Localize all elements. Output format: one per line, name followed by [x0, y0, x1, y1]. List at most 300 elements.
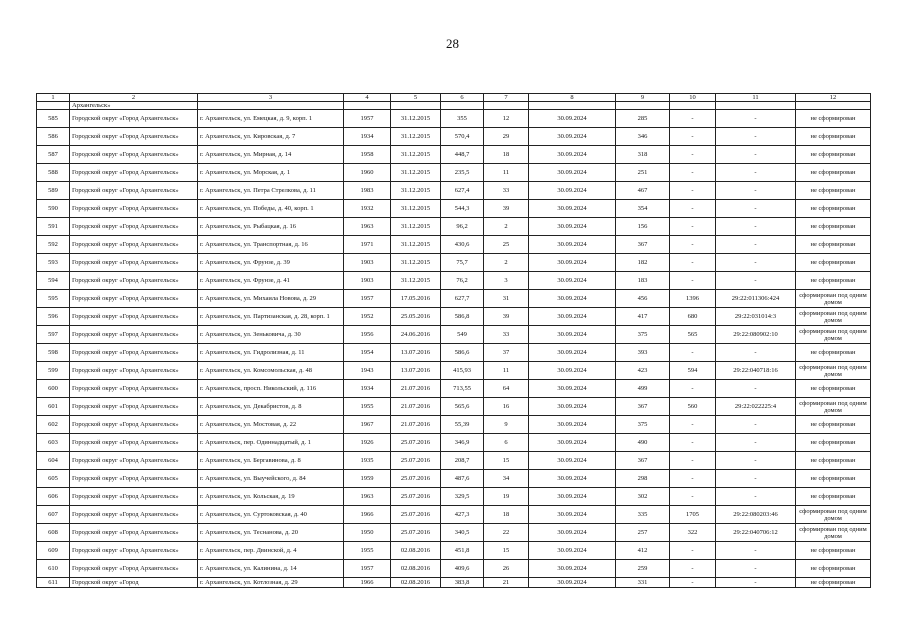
deadline-date-cell: 30.09.2024	[529, 524, 616, 542]
area-cell: 96,2	[441, 218, 484, 236]
cadastral-number-cell: 29:22:040718:16	[716, 362, 796, 380]
recognition-date-cell: 31.12.2015	[391, 236, 441, 254]
row-number: 608	[37, 524, 70, 542]
table-row	[37, 308, 871, 326]
recognition-date-cell: 31.12.2015	[391, 218, 441, 236]
municipality-cell: Городской округ «Город Архангельск»	[70, 218, 198, 236]
value-cell: 156	[616, 218, 670, 236]
deadline-date-cell: 30.09.2024	[529, 272, 616, 290]
area-cell: 586,6	[441, 344, 484, 362]
build-year-cell: 1957	[344, 560, 391, 578]
land-status-cell: сформирован под одним домом	[796, 308, 871, 326]
municipality-cell: Городской округ «Город Архангельск»	[70, 380, 198, 398]
land-status-cell: сформирован под одним домом	[796, 290, 871, 308]
recognition-date-cell: 25.07.2016	[391, 524, 441, 542]
recognition-date-cell: 21.07.2016	[391, 416, 441, 434]
address-cell: г. Архангельск, ул. Выучейского, д. 84	[198, 470, 344, 488]
land-area-cell: -	[670, 380, 716, 398]
cadastral-number-cell: -	[716, 416, 796, 434]
residents-cell: 16	[484, 398, 529, 416]
residents-cell: 26	[484, 560, 529, 578]
recognition-date-cell: 25.05.2016	[391, 308, 441, 326]
residents-cell: 6	[484, 434, 529, 452]
municipality-cell: Городской округ «Город Архангельск»	[70, 128, 198, 146]
address-cell: г. Архангельск, ул. Мирная, д. 14	[198, 146, 344, 164]
address-cell: г. Архангельск, ул. Калинина, д. 14	[198, 560, 344, 578]
residents-cell: 22	[484, 524, 529, 542]
deadline-date-cell: 30.09.2024	[529, 218, 616, 236]
recognition-date-cell: 25.07.2016	[391, 434, 441, 452]
area-cell: 340,5	[441, 524, 484, 542]
row-number: 597	[37, 326, 70, 344]
row-number: 587	[37, 146, 70, 164]
value-cell: 354	[616, 200, 670, 218]
column-header-6: 6	[441, 94, 484, 102]
value-cell: 423	[616, 362, 670, 380]
cadastral-number-cell: 29:22:031014:3	[716, 308, 796, 326]
land-status-cell: не сформирован	[796, 578, 871, 588]
area-cell: 329,5	[441, 488, 484, 506]
table-row	[37, 524, 871, 542]
land-status-cell: сформирован под одним домом	[796, 362, 871, 380]
table-row	[37, 434, 871, 452]
build-year-cell: 1934	[344, 380, 391, 398]
municipality-cell: Городской округ «Город Архангельск»	[70, 398, 198, 416]
table-row	[37, 398, 871, 416]
row-number: 605	[37, 470, 70, 488]
deadline-date-cell: 30.09.2024	[529, 110, 616, 128]
municipality-cell: Городской округ «Город Архангельск»	[70, 182, 198, 200]
build-year-cell: 1959	[344, 470, 391, 488]
residents-cell: 2	[484, 218, 529, 236]
land-status-cell: не сформирован	[796, 218, 871, 236]
address-cell: г. Архангельск, ул. Михаила Новова, д. 29	[198, 290, 344, 308]
deadline-date-cell: 30.09.2024	[529, 542, 616, 560]
area-cell: 235,5	[441, 164, 484, 182]
land-area-cell: 1396	[670, 290, 716, 308]
row-number: 590	[37, 200, 70, 218]
recognition-date-cell: 24.06.2016	[391, 326, 441, 344]
row-number: 610	[37, 560, 70, 578]
value-cell: 318	[616, 146, 670, 164]
row-number: 607	[37, 506, 70, 524]
value-cell: 367	[616, 236, 670, 254]
deadline-date-cell: 30.09.2024	[529, 254, 616, 272]
area-cell: 427,3	[441, 506, 484, 524]
land-area-cell: 560	[670, 398, 716, 416]
row-number: 588	[37, 164, 70, 182]
municipality-cell: Городской округ «Город Архангельск»	[70, 308, 198, 326]
address-cell: г. Архангельск, ул. Котлозная, д. 29	[198, 578, 344, 588]
land-area-cell: -	[670, 200, 716, 218]
residents-cell: 11	[484, 164, 529, 182]
build-year-cell: 1935	[344, 452, 391, 470]
area-cell: 549	[441, 326, 484, 344]
row-number: 598	[37, 344, 70, 362]
value-cell: 298	[616, 470, 670, 488]
build-year-cell: 1954	[344, 344, 391, 362]
residents-cell: 12	[484, 110, 529, 128]
land-area-cell: -	[670, 578, 716, 588]
value-cell: 182	[616, 254, 670, 272]
row-number: 593	[37, 254, 70, 272]
table-row	[37, 416, 871, 434]
municipality-cell: Городской округ «Город Архангельск»	[70, 506, 198, 524]
land-status-cell: не сформирован	[796, 416, 871, 434]
value-cell: 456	[616, 290, 670, 308]
value-cell: 183	[616, 272, 670, 290]
row-number: 585	[37, 110, 70, 128]
cadastral-number-cell: -	[716, 236, 796, 254]
address-cell: г. Архангельск, ул. Морская, д. 1	[198, 164, 344, 182]
area-cell: 448,7	[441, 146, 484, 164]
cadastral-number-cell: -	[716, 128, 796, 146]
row-number: 599	[37, 362, 70, 380]
land-area-cell: -	[670, 560, 716, 578]
municipality-cell: Городской округ «Город Архангельск»	[70, 326, 198, 344]
land-status-cell: не сформирован	[796, 344, 871, 362]
deadline-date-cell: 30.09.2024	[529, 128, 616, 146]
column-header-12: 12	[796, 94, 871, 102]
deadline-date-cell: 30.09.2024	[529, 578, 616, 588]
table-row	[37, 488, 871, 506]
table-row	[37, 326, 871, 344]
build-year-cell: 1957	[344, 110, 391, 128]
table-row	[37, 578, 871, 588]
build-year-cell: 1934	[344, 128, 391, 146]
row-number: 596	[37, 308, 70, 326]
residents-cell: 18	[484, 146, 529, 164]
address-cell: г. Архангельск, пер. Одиннадцатый, д. 1	[198, 434, 344, 452]
land-status-cell: не сформирован	[796, 542, 871, 560]
build-year-cell: 1950	[344, 524, 391, 542]
address-cell: г. Архангельск, ул. Теснанова, д. 20	[198, 524, 344, 542]
cadastral-number-cell: -	[716, 434, 796, 452]
build-year-cell: 1903	[344, 272, 391, 290]
recognition-date-cell: 25.07.2016	[391, 452, 441, 470]
row-number: 589	[37, 182, 70, 200]
residents-cell: 39	[484, 308, 529, 326]
build-year-cell: 1903	[344, 254, 391, 272]
value-cell: 467	[616, 182, 670, 200]
table-row	[37, 272, 871, 290]
deadline-date-cell: 30.09.2024	[529, 470, 616, 488]
land-area-cell: 1705	[670, 506, 716, 524]
deadline-date-cell: 30.09.2024	[529, 164, 616, 182]
address-cell: г. Архангельск, ул. Мостовая, д. 22	[198, 416, 344, 434]
area-cell: 627,7	[441, 290, 484, 308]
build-year-cell: 1932	[344, 200, 391, 218]
land-area-cell: -	[670, 344, 716, 362]
cadastral-number-cell: -	[716, 200, 796, 218]
value-cell: 346	[616, 128, 670, 146]
address-cell: г. Архангельск, ул. Транспортная, д. 16	[198, 236, 344, 254]
residents-cell: 33	[484, 326, 529, 344]
area-cell: 487,6	[441, 470, 484, 488]
address-cell: г. Архангельск, ул. Партизанская, д. 28, корп. 1	[198, 308, 344, 326]
table-row	[37, 236, 871, 254]
land-area-cell: -	[670, 146, 716, 164]
column-header-9: 9	[616, 94, 670, 102]
municipality-cell: Городской округ «Город Архангельск»	[70, 542, 198, 560]
municipality-cell: Городской округ «Город Архангельск»	[70, 146, 198, 164]
build-year-cell: 1963	[344, 218, 391, 236]
cadastral-number-cell: -	[716, 542, 796, 560]
area-cell: 565,6	[441, 398, 484, 416]
address-cell: г. Архангельск, ул. Рыбацкая, д. 16	[198, 218, 344, 236]
municipality-cell: Городской округ «Город Архангельск»	[70, 236, 198, 254]
municipality-cell: Городской округ «Город Архангельск»	[70, 416, 198, 434]
address-cell: г. Архангельск, ул. Петра Стрелкова, д. 11	[198, 182, 344, 200]
area-cell: 208,7	[441, 452, 484, 470]
value-cell: 302	[616, 488, 670, 506]
area-cell: 383,8	[441, 578, 484, 588]
residents-cell: 21	[484, 578, 529, 588]
recognition-date-cell: 31.12.2015	[391, 272, 441, 290]
area-cell: 544,3	[441, 200, 484, 218]
column-header-8: 8	[529, 94, 616, 102]
build-year-cell: 1956	[344, 326, 391, 344]
residents-cell: 18	[484, 506, 529, 524]
column-header-5: 5	[391, 94, 441, 102]
cadastral-number-cell: 29:22:022225:4	[716, 398, 796, 416]
table-row	[37, 200, 871, 218]
recognition-date-cell: 31.12.2015	[391, 164, 441, 182]
residents-cell: 19	[484, 488, 529, 506]
build-year-cell: 1971	[344, 236, 391, 254]
deadline-date-cell: 30.09.2024	[529, 236, 616, 254]
cadastral-number-cell: -	[716, 182, 796, 200]
area-cell: 55,39	[441, 416, 484, 434]
land-area-cell: -	[670, 416, 716, 434]
column-header-2: 2	[70, 94, 198, 102]
land-status-cell: не сформирован	[796, 560, 871, 578]
value-cell: 257	[616, 524, 670, 542]
build-year-cell: 1955	[344, 542, 391, 560]
table-row	[37, 290, 871, 308]
deadline-date-cell: 30.09.2024	[529, 326, 616, 344]
cadastral-number-cell: 29:22:040706:12	[716, 524, 796, 542]
area-cell: 409,6	[441, 560, 484, 578]
residents-cell: 15	[484, 452, 529, 470]
land-status-cell: сформирован под одним домом	[796, 398, 871, 416]
land-area-cell: -	[670, 452, 716, 470]
municipality-cell: Городской округ «Город Архангельск»	[70, 344, 198, 362]
land-status-cell: не сформирован	[796, 236, 871, 254]
cadastral-number-cell: -	[716, 578, 796, 588]
value-cell: 490	[616, 434, 670, 452]
municipality-cell: Городской округ «Город Архангельск»	[70, 164, 198, 182]
value-cell: 251	[616, 164, 670, 182]
column-header-10: 10	[670, 94, 716, 102]
land-status-cell: не сформирован	[796, 380, 871, 398]
deadline-date-cell: 30.09.2024	[529, 308, 616, 326]
land-area-cell: -	[670, 182, 716, 200]
build-year-cell: 1952	[344, 308, 391, 326]
land-area-cell: -	[670, 128, 716, 146]
municipality-cell: Городской округ «Город Архангельск»	[70, 488, 198, 506]
residents-cell: 2	[484, 254, 529, 272]
residents-cell: 64	[484, 380, 529, 398]
residents-cell: 39	[484, 200, 529, 218]
cadastral-number-cell: -	[716, 272, 796, 290]
cadastral-number-cell: -	[716, 344, 796, 362]
table-row	[37, 218, 871, 236]
build-year-cell: 1966	[344, 578, 391, 588]
residents-cell: 11	[484, 362, 529, 380]
land-area-cell: 594	[670, 362, 716, 380]
recognition-date-cell: 31.12.2015	[391, 128, 441, 146]
land-status-cell: не сформирован	[796, 182, 871, 200]
cadastral-number-cell: 29:22:080902:10	[716, 326, 796, 344]
land-area-cell: 322	[670, 524, 716, 542]
deadline-date-cell: 30.09.2024	[529, 488, 616, 506]
table-row	[37, 452, 871, 470]
municipality-cell: Городской округ «Город Архангельск»	[70, 272, 198, 290]
value-cell: 393	[616, 344, 670, 362]
recognition-date-cell: 02.08.2016	[391, 542, 441, 560]
residents-cell: 9	[484, 416, 529, 434]
address-cell: г. Архангельск, ул. Гидролизная, д. 11	[198, 344, 344, 362]
recognition-date-cell: 17.05.2016	[391, 290, 441, 308]
value-cell: 375	[616, 416, 670, 434]
residents-cell: 34	[484, 470, 529, 488]
table-row	[37, 344, 871, 362]
row-number: 604	[37, 452, 70, 470]
land-area-cell: -	[670, 488, 716, 506]
table-row	[37, 128, 871, 146]
table-row	[37, 254, 871, 272]
municipality-cell: Городской округ «Город Архангельск»	[70, 290, 198, 308]
cadastral-number-cell: -	[716, 560, 796, 578]
value-cell: 499	[616, 380, 670, 398]
municipality-cell: Городской округ «Город Архангельск»	[70, 254, 198, 272]
residents-cell: 29	[484, 128, 529, 146]
recognition-date-cell: 13.07.2016	[391, 362, 441, 380]
land-status-cell: не сформирован	[796, 272, 871, 290]
table-row	[37, 560, 871, 578]
row-number: 591	[37, 218, 70, 236]
recognition-date-cell: 13.07.2016	[391, 344, 441, 362]
column-header-1: 1	[37, 94, 70, 102]
deadline-date-cell: 30.09.2024	[529, 434, 616, 452]
municipality-cell: Городской округ «Город Архангельск»	[70, 434, 198, 452]
residents-cell: 37	[484, 344, 529, 362]
land-status-cell: не сформирован	[796, 146, 871, 164]
area-cell: 75,7	[441, 254, 484, 272]
deadline-date-cell: 30.09.2024	[529, 362, 616, 380]
value-cell: 417	[616, 308, 670, 326]
build-year-cell: 1963	[344, 488, 391, 506]
deadline-date-cell: 30.09.2024	[529, 398, 616, 416]
cadastral-number-cell: 29:22:080203:46	[716, 506, 796, 524]
build-year-cell: 1966	[344, 506, 391, 524]
land-status-cell: не сформирован	[796, 470, 871, 488]
address-cell: г. Архангельск, ул. Суртоковская, д. 40	[198, 506, 344, 524]
recognition-date-cell: 31.12.2015	[391, 254, 441, 272]
row-number: 600	[37, 380, 70, 398]
address-cell: г. Архангельск, ул. Комсомольская, д. 48	[198, 362, 344, 380]
table-row	[37, 380, 871, 398]
address-cell: г. Архангельск, пер. Двинской, д. 4	[198, 542, 344, 560]
column-number-row	[37, 94, 871, 102]
deadline-date-cell: 30.09.2024	[529, 380, 616, 398]
area-cell: 76,2	[441, 272, 484, 290]
table-row	[37, 470, 871, 488]
deadline-date-cell: 30.09.2024	[529, 416, 616, 434]
area-cell: 451,8	[441, 542, 484, 560]
value-cell: 259	[616, 560, 670, 578]
residents-cell: 33	[484, 182, 529, 200]
cadastral-number-cell: -	[716, 218, 796, 236]
deadline-date-cell: 30.09.2024	[529, 146, 616, 164]
table-row	[37, 164, 871, 182]
build-year-cell: 1983	[344, 182, 391, 200]
recognition-date-cell: 31.12.2015	[391, 146, 441, 164]
area-cell: 430,6	[441, 236, 484, 254]
value-cell: 331	[616, 578, 670, 588]
area-cell: 627,4	[441, 182, 484, 200]
land-status-cell: не сформирован	[796, 200, 871, 218]
area-cell: 346,9	[441, 434, 484, 452]
address-cell: г. Архангельск, ул. Победы, д. 40, корп. 1	[198, 200, 344, 218]
land-area-cell: -	[670, 218, 716, 236]
row-number: 602	[37, 416, 70, 434]
value-cell: 367	[616, 398, 670, 416]
recognition-date-cell: 02.08.2016	[391, 578, 441, 588]
area-cell: 570,4	[441, 128, 484, 146]
municipality-cell: Городской округ «Город	[70, 578, 198, 588]
land-area-cell: -	[670, 164, 716, 182]
deadline-date-cell: 30.09.2024	[529, 290, 616, 308]
address-cell: г. Архангельск, ул. Бергавинова, д. 8	[198, 452, 344, 470]
area-cell: 355	[441, 110, 484, 128]
cadastral-number-cell: -	[716, 452, 796, 470]
continuation-municipality: Архангельск»	[70, 102, 198, 110]
municipality-cell: Городской округ «Город Архангельск»	[70, 524, 198, 542]
column-header-7: 7	[484, 94, 529, 102]
address-cell: г. Архангельск, ул. Кировская, д. 7	[198, 128, 344, 146]
row-number: 603	[37, 434, 70, 452]
row-number: 601	[37, 398, 70, 416]
recognition-date-cell: 25.07.2016	[391, 506, 441, 524]
land-status-cell: не сформирован	[796, 434, 871, 452]
row-number: 594	[37, 272, 70, 290]
table-row	[37, 146, 871, 164]
cadastral-number-cell: -	[716, 110, 796, 128]
value-cell: 412	[616, 542, 670, 560]
column-header-4: 4	[344, 94, 391, 102]
recognition-date-cell: 25.07.2016	[391, 488, 441, 506]
land-status-cell: сформирован под одним домом	[796, 506, 871, 524]
land-area-cell: 680	[670, 308, 716, 326]
address-cell: г. Архангельск, ул. Декабристов, д. 8	[198, 398, 344, 416]
land-status-cell: сформирован под одним домом	[796, 326, 871, 344]
row-number: 595	[37, 290, 70, 308]
cadastral-number-cell: -	[716, 146, 796, 164]
row-number: 606	[37, 488, 70, 506]
cadastral-number-cell: -	[716, 470, 796, 488]
build-year-cell: 1960	[344, 164, 391, 182]
residents-cell: 15	[484, 542, 529, 560]
build-year-cell: 1943	[344, 362, 391, 380]
value-cell: 375	[616, 326, 670, 344]
area-cell: 713,55	[441, 380, 484, 398]
build-year-cell: 1957	[344, 290, 391, 308]
land-area-cell: -	[670, 434, 716, 452]
recognition-date-cell: 31.12.2015	[391, 110, 441, 128]
build-year-cell: 1926	[344, 434, 391, 452]
